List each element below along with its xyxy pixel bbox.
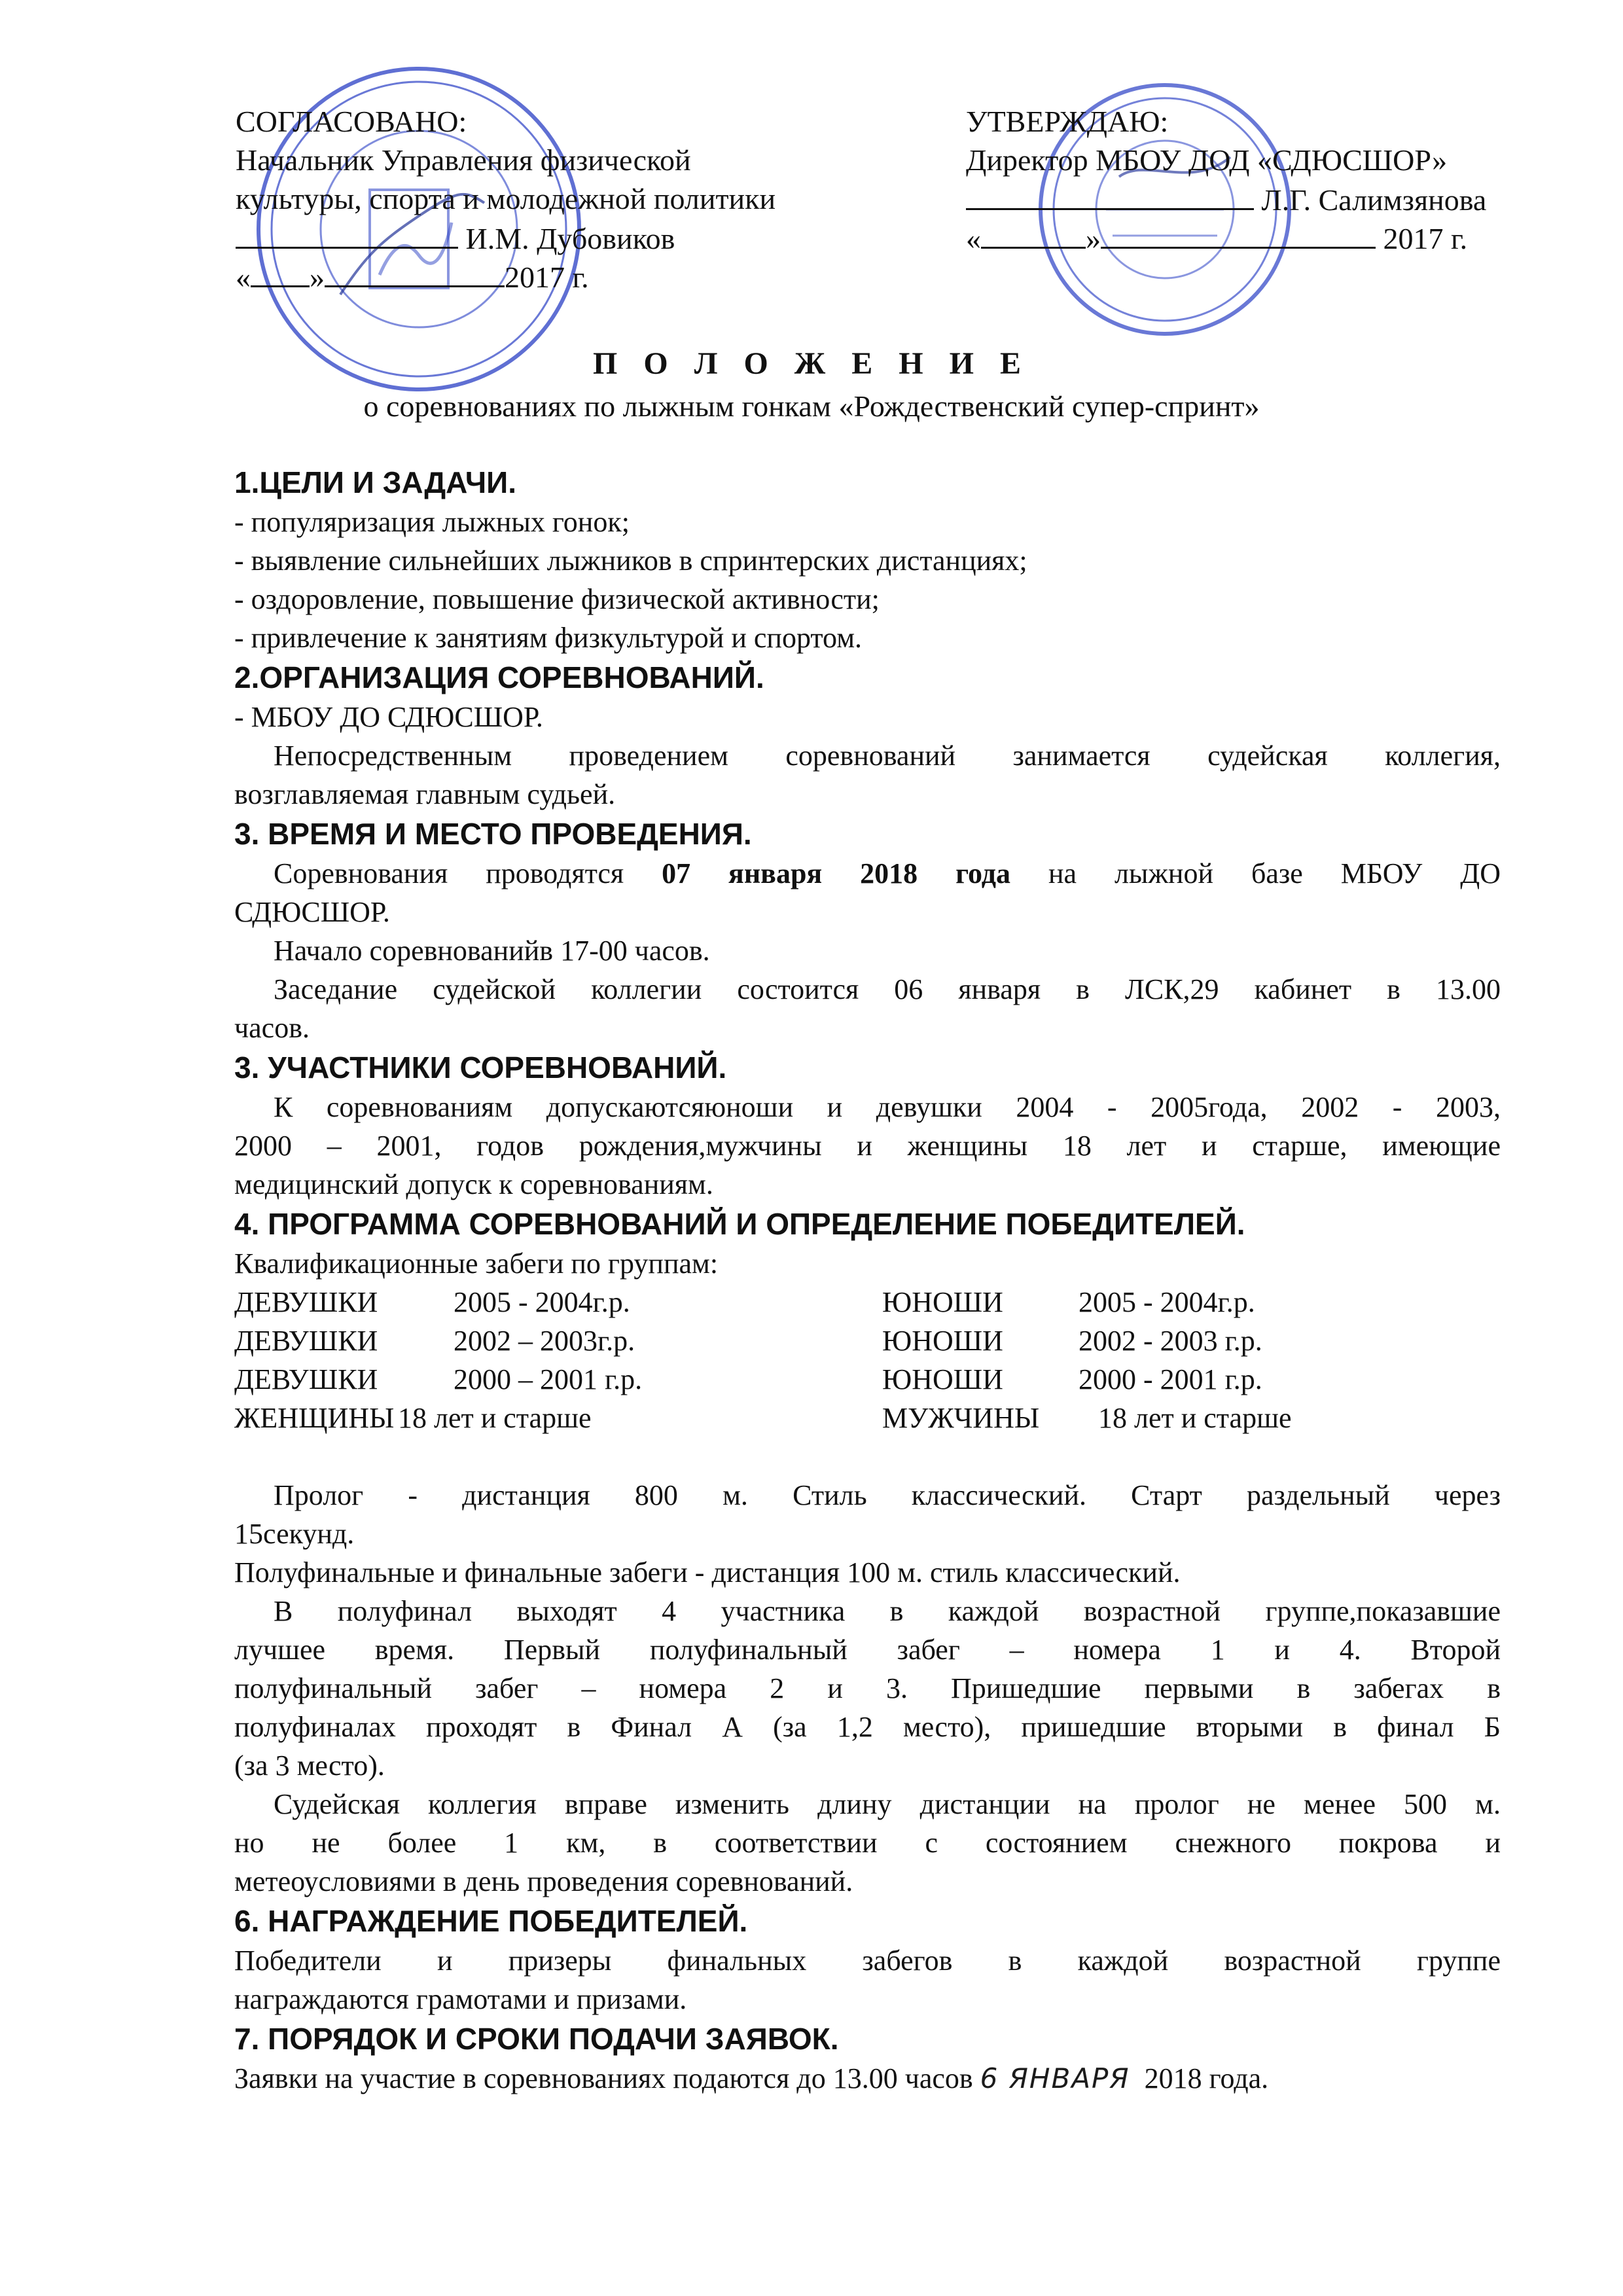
date-quote-close: » [1086,222,1101,255]
semifinal-distance-line: Полуфинальные и финальные забеги - дистанция 100 м. стиль классический. [234,1556,1181,1588]
approval-position-line2: культуры, спорта и молодежной политики [236,182,776,215]
competition-date: 07 января 2018 года [662,857,1010,889]
approval-block-right [966,102,1486,257]
jury-rights-line: метеоусловиями в день проведения соревнований. [234,1865,853,1897]
group-right [882,1283,1255,1321]
group-years: 18 лет и старше [1098,1402,1292,1434]
document-body [234,462,1501,2098]
approval-signature-line [236,218,776,257]
participants-line: медицинский допуск к соревнованиям. [234,1168,713,1200]
group-category: ЮНОШИ [882,1325,1003,1357]
section-heading-goals: 1.ЦЕЛИ И ЗАДАЧИ. [234,465,517,499]
semifinal-rules-line: полуфинальный забег – номера 2 и 3. Пришедшие первыми в забегах в [234,1672,1501,1704]
day-blank [981,218,1086,249]
group-category: ЮНОШИ [882,1363,1003,1395]
month-blank [1101,218,1376,249]
section-heading-program: 4. ПРОГРАММА СОРЕВНОВАНИЙ И ОПРЕДЕЛЕНИЕ ПОБЕДИТЕЛЕЙ. [234,1207,1245,1241]
date-quote-open: « [966,222,981,255]
applications-line [234,2059,1501,2098]
participants-line: К соревнованиям допускаютсяюноши и девушки 2004 - 2005года, 2002 - 2003, [274,1091,1501,1123]
document-subtitle: о соревнованиях по лыжным гонкам «Рождественский супер-спринт» [363,389,1260,423]
organization-paragraph-line: возглавляемая главным судьей. [234,778,616,810]
approve-signer: Л.Г. Салимзянова [1261,183,1487,217]
group-right [882,1360,1262,1399]
prolog-line: 15секунд. [234,1518,355,1550]
group-category: ДЕВУШКИ [234,1363,378,1395]
semifinal-rules-line: лучшее время. Первый полуфинальный забег – номера 1 и 4. Второй [234,1634,1501,1666]
signature-blank [966,179,1254,210]
group-years: 2005 - 2004г.р. [454,1286,630,1318]
awards-line: Победители и призеры финальных забегов в каждой возрастной группе [234,1945,1501,1977]
signature-blank [236,218,458,249]
time-place-line: СДЮСШОР. [234,896,390,928]
group-left [234,1399,592,1437]
group-years: 2002 - 2003 г.р. [1079,1325,1262,1357]
approve-date-line [966,218,1486,257]
day-blank [251,257,310,287]
approval-position-line1: Начальник Управления физической [236,143,691,177]
section-heading-participants: 3. УЧАСТНИКИ СОРЕВНОВАНИЙ. [234,1050,727,1085]
group-left [234,1321,635,1360]
prolog-line: Пролог - дистанция 800 м. Стиль классический. Старт раздельный через [274,1479,1501,1511]
jury-rights-line: но не более 1 км, в соответствии с состоянием снежного покрова и [234,1827,1501,1859]
group-years: 2005 - 2004г.р. [1079,1286,1255,1318]
group-years: 2000 – 2001 г.р. [454,1363,643,1395]
jury-meeting-line: Заседание судейской коллегии состоится 06 января в ЛСК,29 кабинет в 13.00 [274,973,1501,1005]
approve-year: 2017 г. [1383,222,1468,255]
date-quote-open: « [236,260,251,294]
group-years: 2000 - 2001 г.р. [1079,1363,1262,1395]
organization-item: - МБОУ ДО СДЮСШОР. [234,701,543,733]
semifinal-rules-line: полуфиналах проходят в Финал А (за 1,2 место), пришедшие вторыми в финал Б [234,1711,1501,1743]
section-heading-awards: 6. НАГРАЖДЕНИЕ ПОБЕДИТЕЛЕЙ. [234,1904,748,1938]
goal-item: - выявление сильнейших лыжников в спринтерских дистанциях; [234,545,1027,577]
month-blank [325,257,505,287]
section-heading-time-place: 3. ВРЕМЯ И МЕСТО ПРОВЕДЕНИЯ. [234,817,752,851]
approval-date-line [236,257,776,295]
jury-rights-line: Судейская коллегия вправе изменить длину дистанции на пролог не менее 500 м. [274,1788,1501,1820]
semifinal-rules-line: В полуфинал выходят 4 участника в каждой возрастной группе,показавшие [274,1595,1501,1627]
jury-meeting-line: часов. [234,1012,310,1044]
group-category: МУЖЧИНЫ [882,1402,1040,1434]
group-left [234,1360,642,1399]
group-category: ЖЕНЩИНЫ [234,1402,395,1434]
group-years: 18 лет и старше [398,1402,592,1434]
applications-year: 2018 [1144,2062,1202,2094]
group-right [882,1399,1292,1437]
applications-text: Заявки на участие в соревнованиях подаются до 13.00 часов [234,2062,973,2094]
approval-block-left [236,102,776,295]
approval-signer: И.М. Дубовиков [465,222,675,255]
approval-heading: СОГЛАСОВАНО: [236,105,467,138]
group-left [234,1283,630,1321]
group-category: ДЕВУШКИ [234,1286,378,1318]
group-years: 2002 – 2003г.р. [454,1325,635,1357]
document-title: П О Л О Ж Е Н И Е [593,346,1030,381]
approval-year: 2017 г. [505,260,589,294]
group-right [882,1321,1262,1360]
participants-line: 2000 – 2001, годов рождения,мужчины и женщины 18 лет и старше, имеющие [234,1130,1501,1162]
approve-heading: УТВЕРЖДАЮ: [966,105,1169,138]
goal-item: - оздоровление, повышение физической активности; [234,583,880,615]
start-time-line: Начало соревнованийв 17-00 часов. [274,935,710,967]
date-quote-close: » [310,260,325,294]
spacer [234,1437,1501,1476]
handwritten-date: 6 ЯНВАРЯ [980,2062,1130,2094]
group-category: ДЕВУШКИ [234,1325,378,1357]
section-heading-organization: 2.ОРГАНИЗАЦИЯ СОРЕВНОВАНИЙ. [234,660,764,694]
goal-item: - популяризация лыжных гонок; [234,506,630,538]
section-heading-applications: 7. ПОРЯДОК И СРОКИ ПОДАЧИ ЗАЯВОК. [234,2022,839,2056]
time-place-line [234,854,1501,893]
time-place-text: Соревнования проводятся [274,857,662,889]
time-place-text: на лыжной базе МБОУ ДО [1010,857,1501,889]
applications-text: года. [1202,2062,1269,2094]
approve-position: Директор МБОУ ДОД «СДЮСШОР» [966,143,1448,177]
approve-signature-line [966,179,1486,218]
group-category: ЮНОШИ [882,1286,1003,1318]
goal-item: - привлечение к занятиям физкультурой и спортом. [234,622,863,654]
organization-paragraph-line: Непосредственным проведением соревнований занимается судейская коллегия, [274,740,1501,772]
qualification-intro: Квалификационные забеги по группам: [234,1247,719,1280]
age-groups-table [234,1283,1501,1437]
semifinal-rules-line: (за 3 место). [234,1749,385,1782]
awards-line: награждаются грамотами и призами. [234,1983,687,2015]
